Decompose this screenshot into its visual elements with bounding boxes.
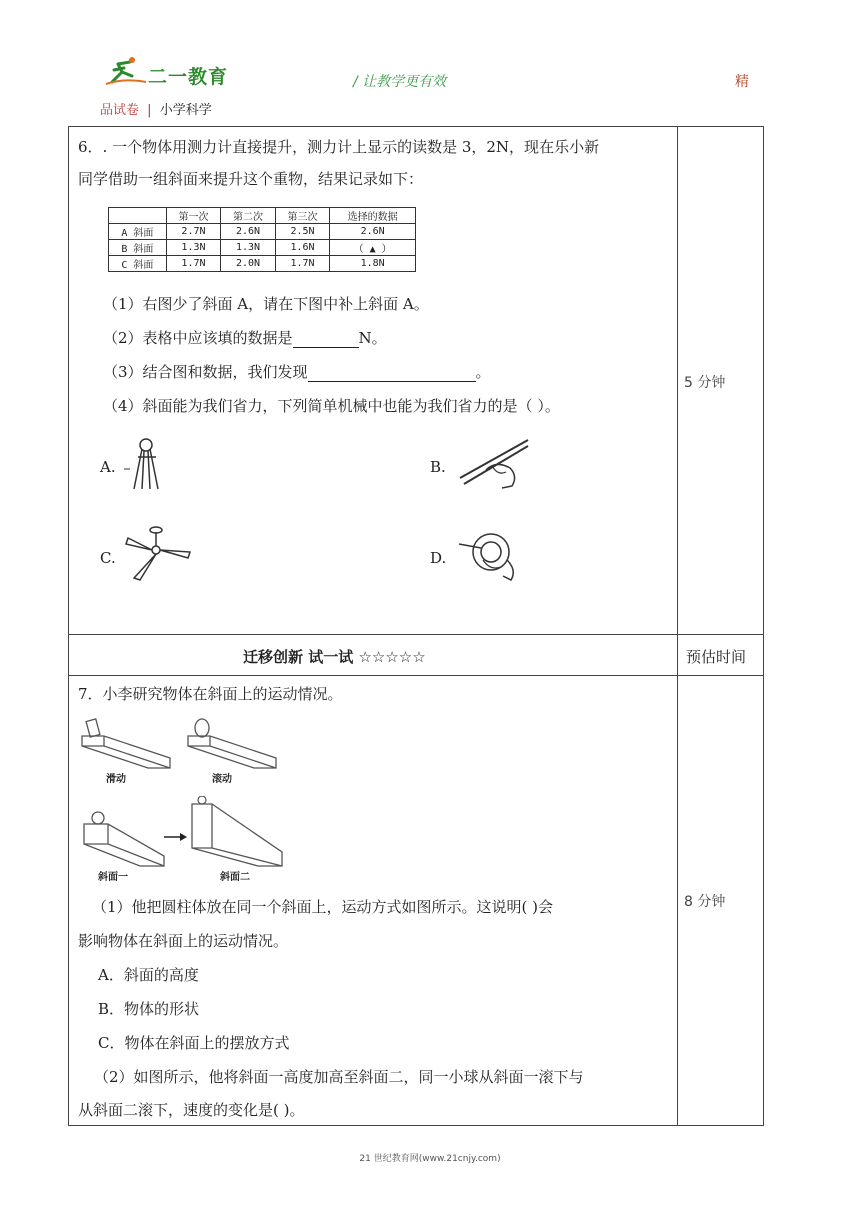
- caption-rolling: 滚动: [212, 774, 232, 785]
- brand-subject: 小学科学: [159, 103, 212, 118]
- brand-separator: |: [147, 103, 152, 118]
- table-row: [109, 256, 416, 272]
- q7-time: 8 分钟: [684, 894, 726, 910]
- slope-rolling-icon: [186, 714, 278, 770]
- table-cell: 2.5N: [275, 224, 330, 240]
- table-header-cell: 选择的数据: [330, 208, 416, 224]
- arrow-right-icon: [162, 832, 188, 842]
- chopsticks-icon: [456, 436, 532, 492]
- q7-option-a: A．斜面的高度: [98, 966, 199, 984]
- table-cell: 2.7N: [166, 224, 221, 240]
- q7-sub1-line2: 影响物体在斜面上的运动情况。: [78, 932, 289, 950]
- table-header-cell: [109, 208, 167, 224]
- table-cell: 1.3N: [166, 240, 221, 256]
- table-row: [109, 224, 416, 240]
- slogan: / 让教学更有效: [353, 74, 447, 90]
- brand-red: 品试卷: [100, 103, 140, 118]
- q6-sub4: （4）斜面能为我们省力，下列简单机械中也能为我们省力的是（ ）。: [103, 397, 560, 415]
- table-cell: 1.6N: [275, 240, 330, 256]
- ceiling-fan-icon: [124, 526, 194, 582]
- option-a-label: A.: [100, 458, 116, 476]
- table-cell: 2.6N: [330, 224, 416, 240]
- table-cell: 1.3N: [221, 240, 276, 256]
- table-header-cell: 第一次: [166, 208, 221, 224]
- q6-stem-line2: 同学借助一组斜面来提升这个重物，结果记录如下：: [78, 170, 424, 188]
- table-right-border: [763, 126, 764, 1126]
- q6-time: 5 分钟: [684, 375, 726, 391]
- table-cell: 1.8N: [330, 256, 416, 272]
- q7-stem: 7．小李研究物体在斜面上的运动情况。: [78, 685, 343, 703]
- caption-slope-two: 斜面二: [220, 872, 250, 883]
- q7-sub2-line1: （2）如图所示，他将斜面一高度加高至斜面二，同一小球从斜面一滚下与: [94, 1068, 584, 1086]
- option-d-label: D.: [430, 549, 447, 567]
- table-cell: 1.7N: [166, 256, 221, 272]
- section-title: 迁移创新 试一试 ☆☆☆☆☆: [243, 648, 426, 666]
- q7-option-b: B．物体的形状: [98, 1000, 200, 1018]
- row-divider: [68, 675, 763, 676]
- q7-sub2-line2: 从斜面二滚下，速度的变化是( )。: [78, 1101, 305, 1119]
- brand-line: [100, 99, 212, 118]
- table-row: [109, 240, 416, 256]
- q6-sub3-pre: （3）结合图和数据，我们发现: [103, 363, 308, 381]
- estimated-time-label: 预估时间: [686, 648, 747, 666]
- table-header-cell: 第三次: [275, 208, 330, 224]
- header-right-char: 精: [735, 74, 749, 90]
- table-cell: 2.0N: [221, 256, 276, 272]
- slope-one-icon: [80, 804, 166, 868]
- table-top-border: [68, 126, 763, 127]
- table-header-cell: 第二次: [221, 208, 276, 224]
- answer-blank[interactable]: [308, 365, 476, 382]
- hand-crank-icon: [455, 526, 525, 584]
- q6-stem-line1: 6．. 一个物体用测力计直接提升，测力计上显示的读数是 3，2N，现在乐小新: [78, 138, 600, 156]
- q6-sub3: [103, 362, 491, 382]
- runner-logo-icon: [104, 56, 148, 86]
- q6-sub3-post: 。: [475, 363, 491, 381]
- table-cell: 1.7N: [275, 256, 330, 272]
- option-c-label: C.: [100, 549, 116, 567]
- slope-two-icon: [188, 796, 284, 868]
- table-cell: B 斜面: [109, 240, 167, 256]
- table-cell: （ ▲ ）: [330, 240, 416, 256]
- page-footer: 21 世纪教育网(www.21cnjy.com): [359, 1154, 501, 1164]
- caption-sliding: 滑动: [106, 774, 126, 785]
- table-cell: 2.6N: [221, 224, 276, 240]
- caption-slope-one: 斜面一: [98, 872, 128, 883]
- table-row: [109, 208, 416, 224]
- q6-sub1: （1）右图少了斜面 A，请在下图中补上斜面 A。: [103, 295, 429, 313]
- option-b-label: B.: [430, 458, 446, 476]
- slope-sliding-icon: [80, 714, 172, 770]
- table-bottom-border: [68, 1125, 763, 1126]
- time-column-divider: [677, 126, 678, 1126]
- q6-sub2-pre: （2）表格中应该填的数据是: [103, 329, 293, 347]
- logo-text: 二一教育: [148, 66, 229, 88]
- q7-sub1-line1: （1）他把圆柱体放在同一个斜面上，运动方式如图所示。这说明( )会: [92, 898, 554, 916]
- table-cell: A 斜面: [109, 224, 167, 240]
- pole-clamp-icon: [120, 437, 168, 493]
- q6-data-table: [108, 207, 416, 272]
- q6-sub2: [103, 328, 387, 348]
- table-cell: C 斜面: [109, 256, 167, 272]
- q6-sub2-post: N。: [358, 329, 387, 347]
- row-divider: [68, 634, 763, 635]
- table-left-border: [68, 126, 69, 1126]
- answer-blank[interactable]: [293, 331, 359, 348]
- q7-option-c: C．物体在斜面上的摆放方式: [98, 1034, 290, 1052]
